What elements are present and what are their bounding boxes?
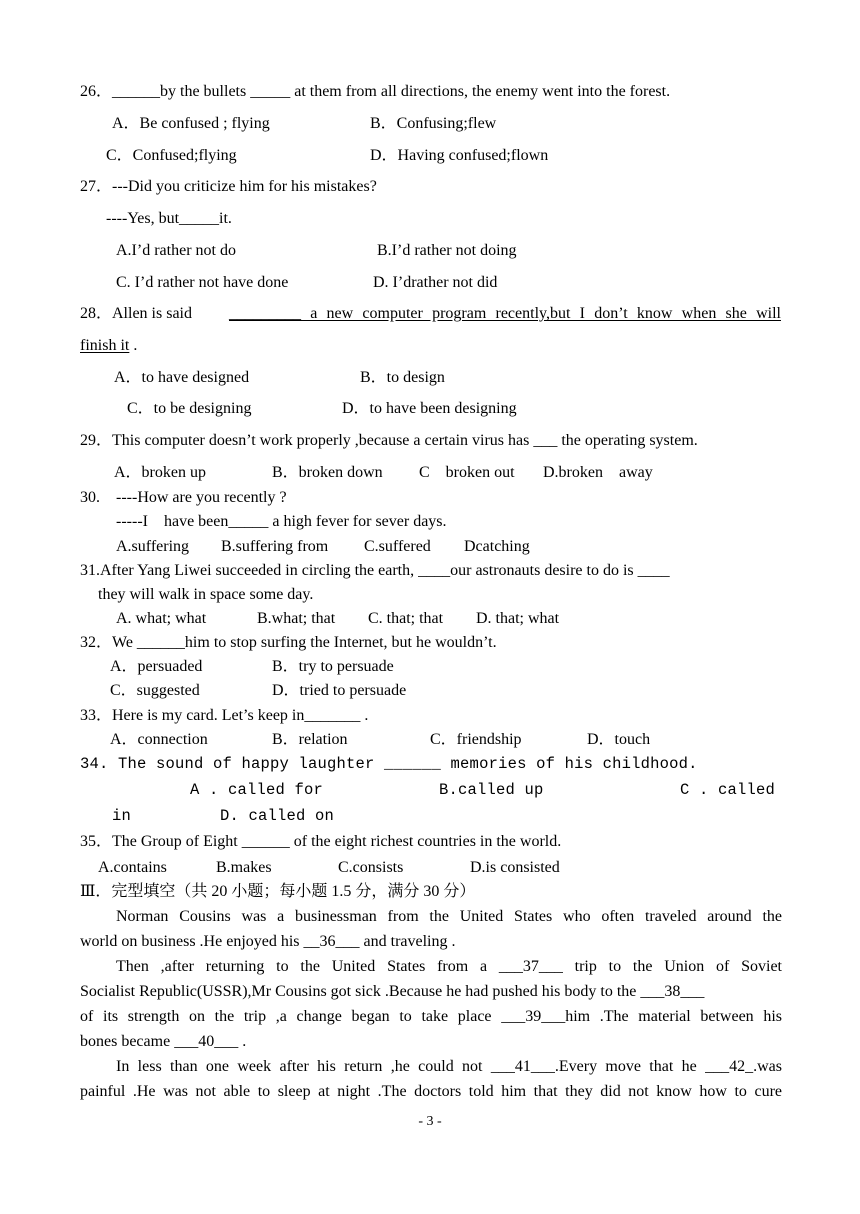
q32-option-d: D．tried to persuade [272, 682, 407, 699]
q31-option-d: D. that; what [476, 610, 560, 627]
q26-stem: 26．______by the bullets _____ at them from all directions, the enemy went into the forest. [80, 83, 671, 100]
passage-text: .was [753, 1058, 782, 1075]
passage-text: Socialist Republic(USSR),Mr Cousins got sick .Because he had pushed his body to the [80, 983, 641, 1000]
q33-stem: 33．Here is my card. Let’s keep in_______ . [80, 707, 369, 724]
q33-option-c: C．friendship [430, 731, 522, 748]
q28-stem-underlined: _________ a new computer program recently,but I don’t know when she will [229, 305, 781, 322]
q29-option-b: B．broken down [272, 464, 383, 481]
passage-text: of its strength on the trip ,a change began to take place [80, 1008, 502, 1025]
blank-37: ___37___ [498, 958, 563, 975]
q30-option-b: B.suffering from [221, 538, 329, 555]
q33-option-b: B．relation [272, 731, 348, 748]
q32-stem: 32．We ______him to stop surfing the Internet, but he wouldn’t. [80, 634, 497, 651]
passage-p2-line2 [80, 982, 704, 1002]
blank-41: ___41___ [490, 1058, 555, 1075]
q28-underlined-tail: finish it [80, 337, 130, 354]
q28-stem-continued [80, 336, 137, 356]
q32-option-a: A．persuaded [110, 658, 203, 675]
passage-text: trip to the Union of Soviet [562, 958, 782, 975]
q35-option-c: C.consists [338, 859, 404, 876]
q31-option-c: C. that; that [368, 610, 444, 627]
q27-option-b: B.I’d rather not doing [377, 242, 517, 259]
q29-option-c: C broken out [419, 464, 515, 481]
q27-option-c: C. I’d rather not have done [116, 274, 289, 291]
passage-p1-line1: Norman Cousins was a businessman from the United States who often traveled around the [116, 908, 782, 925]
passage-text: In less than one week after his return ,he could not [116, 1058, 491, 1075]
q34-option-c-continued: in [112, 807, 132, 825]
q31-stem: 31.After Yang Liwei succeeded in circling the earth, ____our astronauts desire to do is ____ [80, 562, 670, 579]
blank-36: __36___ [303, 933, 360, 950]
q30-option-c: C.suffered [364, 538, 431, 555]
passage-text: him .The material between his [565, 1008, 782, 1025]
blank-39: ___39___ [501, 1008, 566, 1025]
section-3-heading: Ⅲ．完型填空（共 20 小题；每小题 1.5 分，满分 30 分） [80, 883, 476, 900]
passage-text: and traveling . [359, 933, 456, 950]
blank-40: ___40___ [174, 1033, 239, 1050]
page-number: - 3 - [418, 1114, 442, 1129]
q30-stem: 30. ----How are you recently ? [80, 489, 287, 506]
q34-option-c: C . called [680, 781, 776, 799]
blank-38: ___38___ [640, 983, 705, 1000]
passage-p1-line2 [80, 932, 456, 952]
q33-option-a: A．connection [110, 731, 208, 748]
passage-text: .Every move that he [554, 1058, 706, 1075]
q31-option-b: B.what; that [257, 610, 336, 627]
q30-option-a: A.suffering [116, 538, 190, 555]
q31-option-a: A. what; what [116, 610, 207, 627]
q32-option-b: B．try to persuade [272, 658, 394, 675]
q26-option-c: C．Confused;flying [106, 147, 237, 164]
q34-option-d: D. called on [220, 807, 335, 825]
q30-option-d: Dcatching [464, 538, 530, 555]
q33-option-d: D．touch [587, 731, 651, 748]
q30-response: -----I have been_____ a high fever for sever days. [116, 513, 447, 530]
q34-option-b: B.called up [439, 781, 544, 799]
q27-stem: 27．---Did you criticize him for his mistakes? [80, 178, 377, 195]
q29-option-d: D.broken away [543, 464, 653, 481]
q29-option-a: A．broken up [114, 464, 206, 481]
q35-stem: 35．The Group of Eight ______ of the eight richest countries in the world. [80, 833, 562, 850]
q28-option-d: D．to have been designing [342, 400, 517, 417]
q27-response: ----Yes, but_____it. [106, 210, 232, 227]
q28-stem-end: . [129, 337, 138, 354]
passage-p3-line1 [80, 1057, 782, 1077]
q34-stem: 34. The sound of happy laughter ______ memories of his childhood. [80, 755, 698, 773]
q35-option-d: D.is consisted [470, 859, 560, 876]
passage-p3-line2: painful .He was not able to sleep at night .The doctors told him that they did not know how to cure [80, 1083, 782, 1100]
q32-option-c: C．suggested [110, 682, 200, 699]
q28-stem-start: 28．Allen is said [80, 305, 192, 322]
blank-42: ___42_ [705, 1058, 754, 1075]
q26-option-b: B．Confusing;flew [370, 115, 497, 132]
passage-p2-line1 [80, 957, 782, 977]
passage-text: Then ,after returning to the United States from a [116, 958, 499, 975]
passage-p2-line3 [80, 1007, 782, 1027]
q26-option-d: D．Having confused;flown [370, 147, 549, 164]
passage-p2-line4 [80, 1032, 246, 1052]
passage-text: world on business .He enjoyed his [80, 933, 304, 950]
passage-text: . [238, 1033, 247, 1050]
q34-option-a: A . called for [190, 781, 324, 799]
q26-option-a: A．Be confused ; flying [112, 115, 270, 132]
q28-option-c: C．to be designing [127, 400, 252, 417]
q31-stem-continued: they will walk in space some day. [98, 586, 314, 603]
q28-option-b: B．to design [360, 369, 445, 386]
q35-option-b: B.makes [216, 859, 272, 876]
q27-option-a: A.I’d rather not do [116, 242, 236, 259]
q35-option-a: A.contains [98, 859, 167, 876]
q29-stem: 29．This computer doesn’t work properly ,because a certain virus has ___ the operating system. [80, 432, 698, 449]
q28-option-a: A．to have designed [114, 369, 250, 386]
q27-option-d: D. I’drather not did [373, 274, 498, 291]
passage-text: bones became [80, 1033, 175, 1050]
